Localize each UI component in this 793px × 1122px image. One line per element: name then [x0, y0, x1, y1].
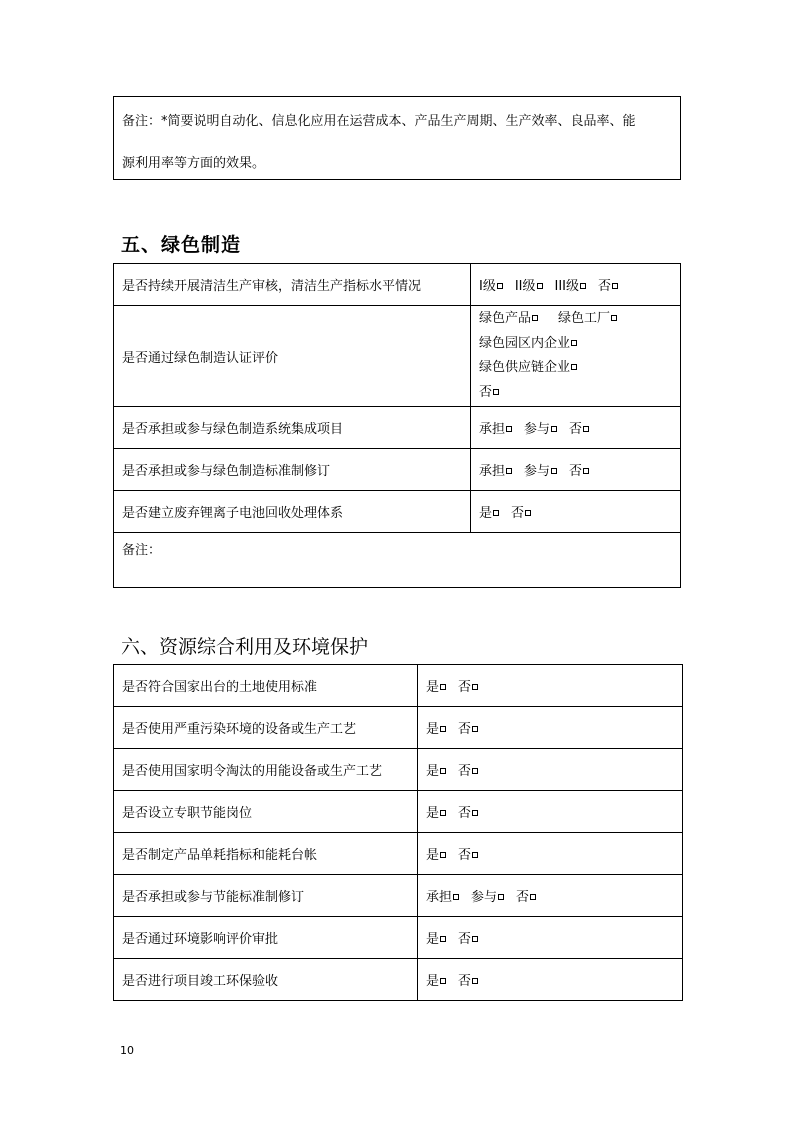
table-row	[114, 917, 683, 959]
options-cell	[418, 833, 683, 875]
option-label: 承担	[479, 422, 506, 437]
checkbox-square[interactable]	[498, 894, 504, 900]
options-cell	[418, 917, 683, 959]
question-cell: 是否设立专职节能岗位	[114, 791, 418, 833]
options-cell	[471, 491, 681, 533]
checkbox-square[interactable]	[440, 768, 446, 774]
section6-table	[113, 664, 683, 1001]
checkbox-square[interactable]	[472, 768, 478, 774]
option	[558, 311, 617, 326]
top-note-line-1: 备注：*简要说明自动化、信息化应用在运营成本、产品生产周期、生产效率、良品率、能	[122, 114, 636, 129]
checkbox-square[interactable]	[537, 283, 543, 289]
option-line	[479, 381, 672, 406]
checkbox-square[interactable]	[493, 389, 499, 395]
checkbox-square[interactable]	[440, 684, 446, 690]
option-label: 是	[426, 764, 440, 779]
option-line	[479, 307, 672, 332]
top-note-line-2: 源利用率等方面的效果。	[122, 156, 266, 171]
option	[426, 680, 446, 695]
question-cell: 是否制定产品单耗指标和能耗台帐	[114, 833, 418, 875]
option-label: 承担	[426, 890, 453, 905]
option-label: 否	[458, 932, 472, 947]
options-cell	[418, 665, 683, 707]
table-row	[114, 491, 681, 533]
option-label: 否	[458, 974, 472, 989]
option	[479, 506, 499, 521]
question-cell: 是否建立废弃锂离子电池回收处理体系	[114, 491, 471, 533]
checkbox-square[interactable]	[472, 978, 478, 984]
option	[569, 464, 589, 479]
option	[511, 506, 531, 521]
option-label: 否	[569, 464, 583, 479]
option-label: 参与	[524, 464, 551, 479]
option-label: 绿色供应链企业	[479, 360, 571, 375]
option-label: 否	[458, 764, 472, 779]
option	[516, 890, 536, 905]
checkbox-square[interactable]	[497, 283, 503, 289]
options-cell	[471, 407, 681, 449]
option	[555, 279, 587, 294]
checkbox-square[interactable]	[551, 468, 557, 474]
checkbox-square[interactable]	[506, 468, 512, 474]
option-label: 否	[458, 848, 472, 863]
option-label: 否	[516, 890, 530, 905]
checkbox-square[interactable]	[551, 426, 557, 432]
question-cell: 是否通过绿色制造认证评价	[114, 306, 471, 407]
option-label: 参与	[524, 422, 551, 437]
option-label: I级	[479, 279, 496, 294]
question-cell: 是否持续开展清洁生产审核，清洁生产指标水平情况	[114, 264, 471, 306]
option	[426, 890, 459, 905]
checkbox-square[interactable]	[472, 726, 478, 732]
option	[426, 974, 446, 989]
option	[426, 722, 446, 737]
option-label: 是	[426, 974, 440, 989]
option	[426, 806, 446, 821]
checkbox-square[interactable]	[583, 426, 589, 432]
table-row	[114, 749, 683, 791]
options-cell	[418, 959, 683, 1001]
section5-note: 备注：	[114, 533, 681, 588]
options-cell	[471, 306, 681, 407]
section5-table	[113, 263, 681, 588]
option	[524, 422, 557, 437]
options-cell	[471, 449, 681, 491]
option-label: 否	[598, 279, 612, 294]
option	[479, 385, 499, 400]
page-number: 10	[120, 1044, 134, 1057]
option	[426, 932, 446, 947]
option	[426, 848, 446, 863]
checkbox-square[interactable]	[530, 894, 536, 900]
option	[479, 422, 512, 437]
checkbox-square[interactable]	[472, 684, 478, 690]
question-cell: 是否通过环境影响评价审批	[114, 917, 418, 959]
checkbox-square[interactable]	[472, 936, 478, 942]
option-label: 绿色工厂	[558, 311, 611, 326]
table-row	[114, 959, 683, 1001]
option-label: 否	[479, 384, 493, 400]
option-label: 承担	[479, 464, 506, 479]
checkbox-square[interactable]	[493, 510, 499, 516]
top-note-box	[113, 96, 681, 180]
option-label: 否	[569, 422, 583, 437]
checkbox-square[interactable]	[612, 283, 618, 289]
options-cell	[418, 791, 683, 833]
option	[458, 932, 478, 947]
table-row	[114, 791, 683, 833]
question-cell: 是否进行项目竣工环保验收	[114, 959, 418, 1001]
option	[426, 764, 446, 779]
checkbox-square[interactable]	[440, 978, 446, 984]
option-label: III级	[554, 279, 580, 294]
table-row	[114, 407, 681, 449]
option	[569, 422, 589, 437]
question-cell: 是否承担或参与节能标准制修订	[114, 875, 418, 917]
checkbox-square[interactable]	[532, 315, 538, 321]
option-label: 否	[458, 722, 472, 737]
option	[458, 764, 478, 779]
option-label: 绿色园区内企业	[479, 335, 571, 351]
checkbox-square[interactable]	[571, 364, 577, 370]
question-cell: 是否使用国家明令淘汰的用能设备或生产工艺	[114, 749, 418, 791]
table-row	[114, 264, 681, 306]
question-cell: 是否使用严重污染环境的设备或生产工艺	[114, 707, 418, 749]
option	[458, 806, 478, 821]
option-label: 否	[458, 806, 472, 821]
table-row	[114, 306, 681, 407]
option-label: 是	[426, 806, 440, 821]
option-label: 是	[426, 680, 440, 695]
option	[479, 279, 503, 294]
option	[458, 974, 478, 989]
option	[479, 311, 538, 326]
table-row	[114, 665, 683, 707]
table-row	[114, 875, 683, 917]
checkbox-square[interactable]	[583, 468, 589, 474]
checkbox-square[interactable]	[440, 936, 446, 942]
note-row	[114, 533, 681, 588]
checkbox-square[interactable]	[440, 852, 446, 858]
option	[479, 336, 577, 351]
option	[524, 464, 557, 479]
option	[458, 722, 478, 737]
options-cell	[471, 264, 681, 306]
checkbox-square[interactable]	[611, 315, 617, 321]
table-row	[114, 449, 681, 491]
checkbox-square[interactable]	[506, 426, 512, 432]
table-row	[114, 707, 683, 749]
options-cell	[418, 707, 683, 749]
option-label: 是	[426, 722, 440, 737]
question-cell: 是否符合国家出台的土地使用标准	[114, 665, 418, 707]
table-row	[114, 833, 683, 875]
option	[458, 680, 478, 695]
option	[515, 279, 543, 294]
option-label: 是	[426, 848, 440, 863]
option-label: 否	[458, 680, 472, 695]
checkbox-square[interactable]	[571, 340, 577, 346]
option-label: II级	[514, 279, 536, 294]
question-cell: 是否承担或参与绿色制造系统集成项目	[114, 407, 471, 449]
question-cell: 是否承担或参与绿色制造标准制修订	[114, 449, 471, 491]
checkbox-square[interactable]	[472, 810, 478, 816]
option-label: 否	[511, 506, 525, 521]
checkbox-square[interactable]	[440, 810, 446, 816]
checkbox-square[interactable]	[472, 852, 478, 858]
options-cell	[418, 749, 683, 791]
option-label: 绿色产品	[479, 311, 532, 326]
option	[471, 890, 504, 905]
option	[458, 848, 478, 863]
option-line	[479, 332, 672, 357]
checkbox-square[interactable]	[525, 510, 531, 516]
option-label: 参与	[471, 890, 498, 905]
section6-title: 六、资源综合利用及环境保护	[121, 636, 369, 658]
option-label: 是	[479, 506, 493, 521]
option-label: 是	[426, 932, 440, 947]
option	[598, 279, 618, 294]
option	[479, 464, 512, 479]
checkbox-square[interactable]	[580, 283, 586, 289]
checkbox-square[interactable]	[440, 726, 446, 732]
section5-title: 五、绿色制造	[121, 234, 242, 256]
checkbox-square[interactable]	[453, 894, 459, 900]
option-line	[479, 356, 672, 381]
option	[479, 360, 577, 375]
options-cell	[418, 875, 683, 917]
